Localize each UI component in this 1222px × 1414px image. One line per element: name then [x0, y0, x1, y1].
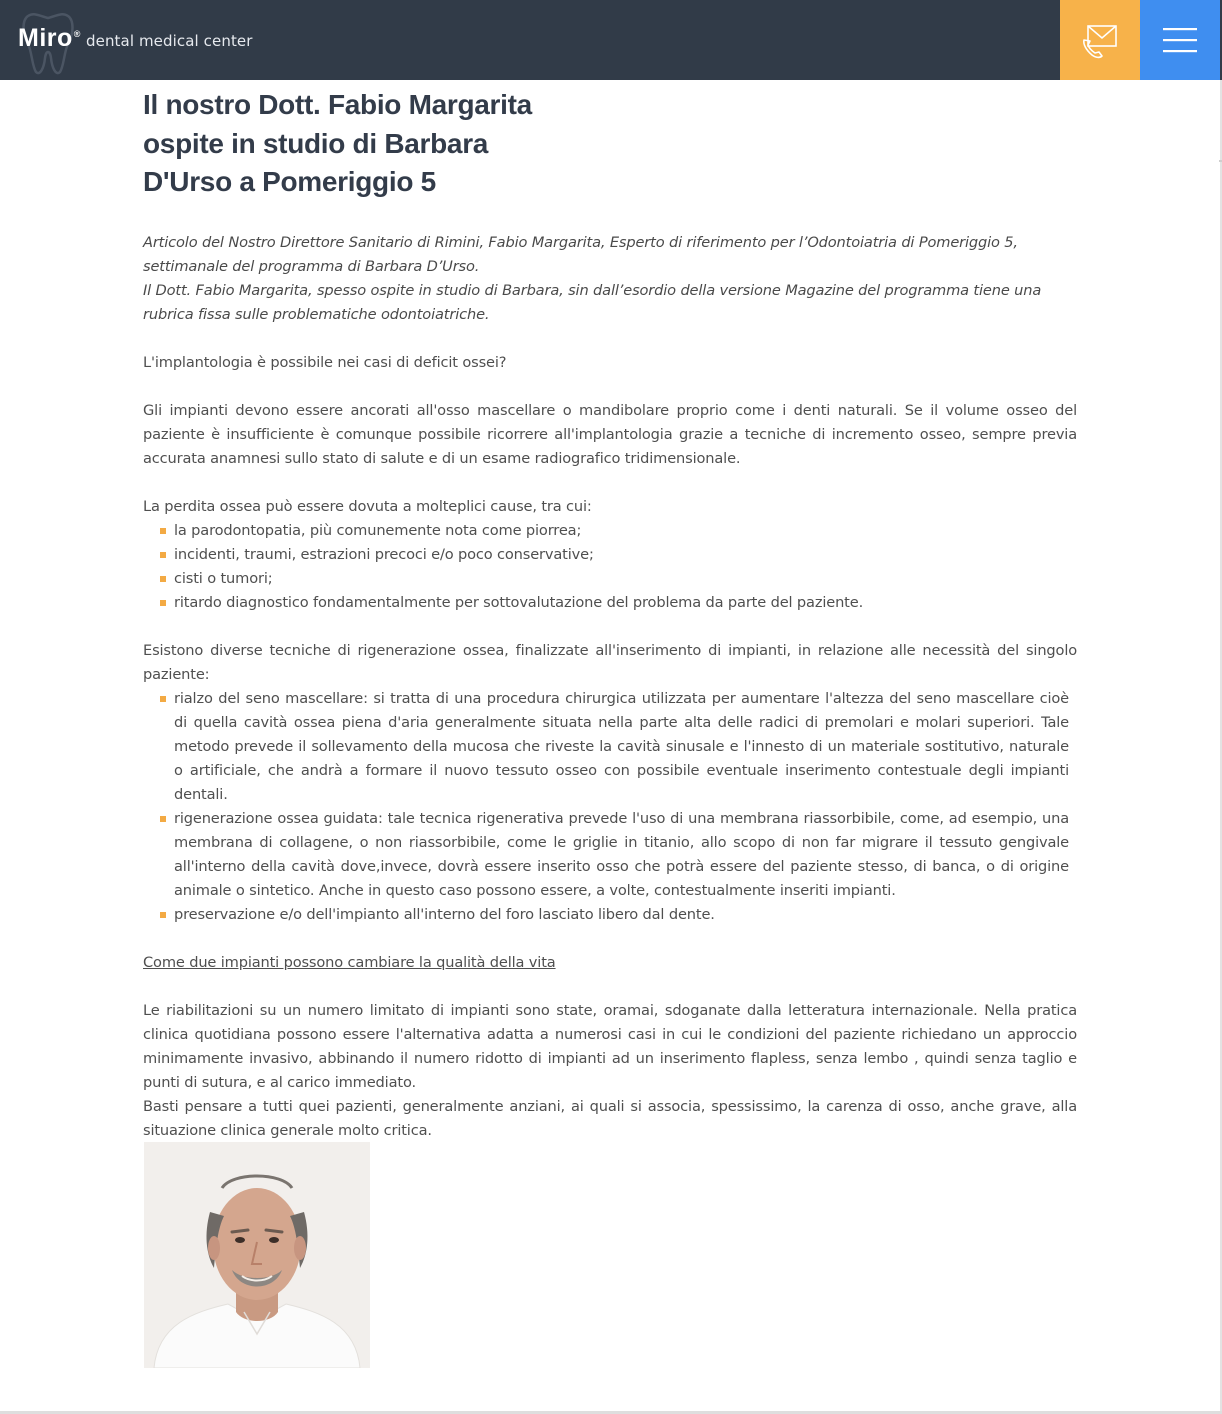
- title-line: Il nostro Dott. Fabio Margarita: [143, 89, 532, 120]
- square-bullet-icon: [160, 912, 166, 918]
- intro-paragraph: Il Dott. Fabio Margarita, spesso ospite in studio di Barbara, sin dall’esordio della versione Magazine del programma tiene una rubrica fissa sulle problematiche odontoiatriche.: [143, 281, 1042, 323]
- square-bullet-icon: [160, 816, 166, 822]
- next-section-heading-cutoff: [143, 1405, 263, 1414]
- list-item: la parodontopatia, più comunemente nota come piorrea;: [174, 519, 1069, 543]
- causes-list: [143, 519, 1069, 615]
- doctor-portrait: [144, 1142, 370, 1368]
- envelope-phone-icon: [1080, 20, 1120, 60]
- article-content: [143, 86, 1077, 1143]
- list-item: rigenerazione ossea guidata: tale tecnica rigenerativa prevede l'uso di una membrana riassorbibile, come, ad esempio, una membrana di collagene, o non riassorbibile, come le griglie in titanio, allo scopo di non far migrare il tessuto gengivale all'interno della cavità dove,invece, dovrà essere inserito osso che potrà essere del paziente stesso, di banca, o di origine animale o sintetico. Anche in questo caso possono essere, a volte, contestualmente inseriti impianti.: [174, 807, 1069, 903]
- list-item: ritardo diagnostico fondamentalmente per sottovalutazione del problema da parte del paziente.: [174, 591, 1069, 615]
- square-bullet-icon: [160, 528, 166, 534]
- square-bullet-icon: [160, 600, 166, 606]
- list-item: rialzo del seno mascellare: si tratta di una procedura chirurgica utilizzata per aumentare l'altezza del seno mascellare cioè di quella cavità ossea piena d'aria generalmente situata nella parte alta delle radici di premolari e molari superiori. Tale metodo prevede il sollevamento della mucosa che riveste la cavità sinusale e l'innesto di un materiale sostitutivo, naturale o artificiale, che andrà a formare il nuovo tessuto osseo con possibile eventuale inserimento contestuale degli impianti dentali.: [174, 687, 1069, 807]
- site-header: [0, 0, 1222, 80]
- doctor-portrait-illustration: [144, 1142, 370, 1368]
- body-paragraph: Le riabilitazioni su un numero limitato di impianti sono state, oramai, sdoganate dalla letteratura internazionale. Nella pratica clinica quotidiana possono essere l'alternativa adatta a numerosi casi in cui le condizioni del paziente richiedano un approccio minimamente invasivo, abbinando il numero ridotto di impianti ad un inserimento flapless, senza lembo , quindi senza taglio e punti di sutura, e al carico immediato.: [143, 1001, 1077, 1091]
- section-question: L'implantologia è possibile nei casi di deficit ossei?: [143, 353, 507, 371]
- article-link[interactable]: Come due impianti possono cambiare la qualità della vita: [143, 953, 556, 971]
- article-intro: [143, 231, 1077, 327]
- body-paragraph: Gli impianti devono essere ancorati all'osso mascellare o mandibolare proprio come i denti naturali. Se il volume osseo del paziente è insufficiente è comunque possibile ricorrere all'implantologia grazie a tecniche di incremento osseo, sempre previa accurata anamnesi sullo stato di salute e di un esame radiografico tridimensionale.: [143, 401, 1077, 467]
- body-paragraph: La perdita ossea può essere dovuta a molteplici cause, tra cui:: [143, 497, 592, 515]
- square-bullet-icon: [160, 576, 166, 582]
- page-title: [143, 86, 543, 202]
- title-line: ospite in studio di Barbara: [143, 127, 489, 159]
- menu-button[interactable]: [1140, 0, 1220, 80]
- title-line: D'Urso a Pomeriggio 5: [143, 166, 436, 197]
- body-paragraph: Esistono diverse tecniche di rigenerazione ossea, finalizzate all'inserimento di impianti, in relazione alle necessità del singolo paziente:: [143, 641, 1077, 683]
- square-bullet-icon: [160, 696, 166, 702]
- hamburger-icon: [1163, 27, 1197, 53]
- square-bullet-icon: [160, 552, 166, 558]
- site-logo[interactable]: [16, 10, 276, 74]
- contact-button[interactable]: [1060, 0, 1140, 80]
- list-item: incidenti, traumi, estrazioni precoci e/o poco conservative;: [174, 543, 1069, 567]
- body-paragraph: Basti pensare a tutti quei pazienti, generalmente anziani, ai quali si associa, spessissimo, la carenza di osso, anche grave, alla situazione clinica generale molto critica.: [143, 1097, 1077, 1139]
- intro-paragraph: Articolo del Nostro Direttore Sanitario di Rimini, Fabio Margarita, Esperto di riferimento per l’Odontoiatria di Pomeriggio 5, settimanale del programma di Barbara D’Urso.: [143, 233, 1018, 275]
- list-item: cisti o tumori;: [174, 567, 1069, 591]
- logo-wordmark: Miro®: [18, 24, 81, 52]
- list-item: preservazione e/o dell'impianto all'interno del foro lasciato libero dal dente.: [174, 903, 1069, 927]
- logo-tagline: dental medical center: [86, 32, 253, 50]
- techniques-list: [143, 687, 1069, 927]
